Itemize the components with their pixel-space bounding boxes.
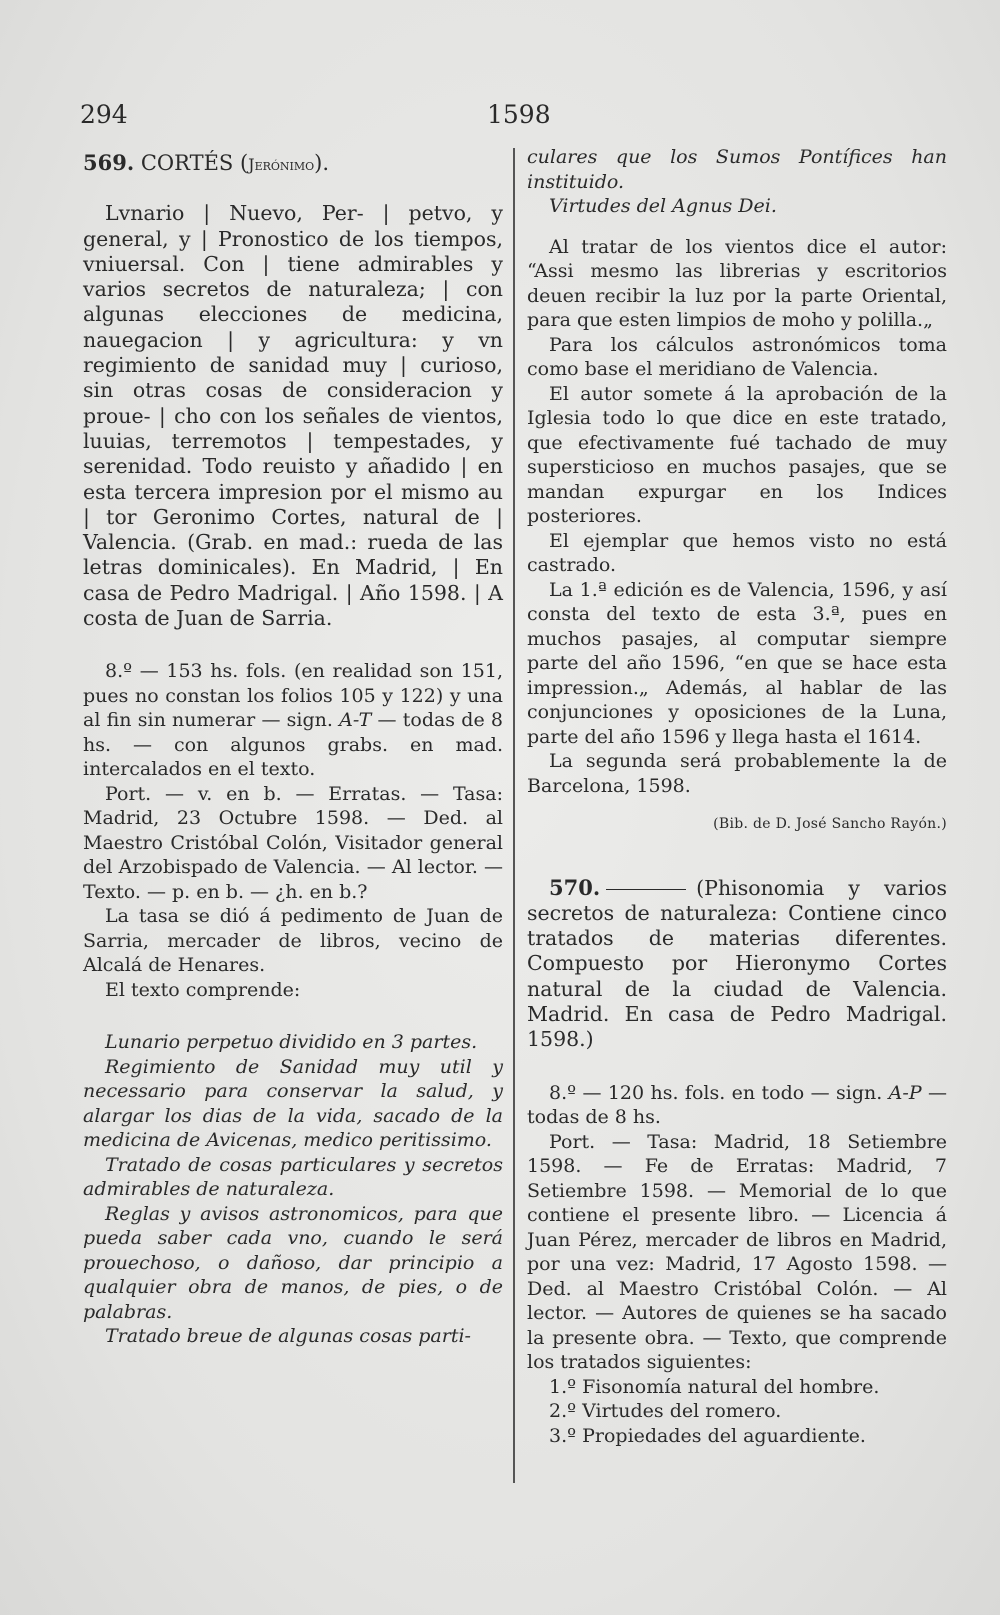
- entry-570-item: 1.º Fisonomía natural del hombre.: [549, 1375, 880, 1398]
- first-edition-paragraph: La 1.ª edición es de Valencia, 1596, y así consta del texto de esta 3.ª, pues en muchos pasajes, al computar siempre parte del año 1596, “en que se hace esta impression.„ Además, al hablar de las conjunciones y oposiciones de la Luna, parte del año 1596 y llega hasta el 1614.: [527, 578, 947, 748]
- entry-569-heading: [83, 150, 503, 177]
- entry-570-physical-description: [527, 1081, 947, 1130]
- entry-570-title: [527, 875, 947, 1053]
- entry-number: 570.: [549, 874, 601, 900]
- treatise-item-continued: culares que los Sumos Pontífices han instituido.: [527, 146, 947, 193]
- desc-text: 8.º — 153 hs. fols. (en realidad son 151, pues no constan los folios 105 y 122) y una al fin sin numerar — sign.: [83, 660, 503, 732]
- entry-author-firstname: Jerónimo: [248, 155, 315, 174]
- entry-569-tasa-note: La tasa se dió á pedimento de Juan de Sarria, mercader de libros, vecino de Alcalá de Henares.: [83, 905, 503, 977]
- entry-569-text-comprises: El texto comprende:: [105, 978, 301, 1001]
- treatise-item: Tratado breue de algunas cosas parti-: [105, 1325, 471, 1348]
- treatise-item: Lunario perpetuo dividido en 3 partes.: [105, 1031, 478, 1054]
- second-edition-paragraph: La segunda será probablemente la de Barcelona, 1598.: [527, 750, 947, 797]
- column-divider: [513, 148, 515, 1483]
- desc-text-end: — todas de 8 hs.: [527, 1081, 948, 1129]
- astronomy-paragraph: Para los cálculos astronómicos toma como base el meridiano de Valencia.: [527, 333, 947, 380]
- copy-note-paragraph: El ejemplar que hemos visto no está castrado.: [527, 529, 947, 576]
- ditto-dash: [606, 889, 686, 890]
- entry-570-contents-list: Port. — Tasa: Madrid, 18 Setiembre 1598. — Fe de Erratas: Madrid, 7 Setiembre 1598. — Memorial de lo que contiene el presente libro. — Licencia á Juan Pérez, mercader de libros en Madrid, por una vez: Madrid, 17 Agosto 1598. — Ded. al Maestro Cristóbal Colón. — Al lector. — Autores de quienes se ha sacado la presente obra. — Texto, que comprende los tratados siguientes:: [527, 1130, 947, 1374]
- church-approval-paragraph: El autor somete á la aprobación de la Iglesia todo lo que dice en este tratado, que efectivamente fué tachado de muy supersticioso en muchos pasajes, que se mandan expurgar en los Indices posteriores.: [527, 382, 947, 527]
- desc-text-end: — todas de 8 hs. — con algunos grabs. en mad. intercalados en el texto.: [83, 709, 503, 781]
- desc-text: 8.º — 120 hs. fols. en todo — sign.: [549, 1081, 883, 1104]
- entry-570-title-text: (Phisonomia y varios secretos de naturaleza: Contiene cinco tratados de materias diferentes. Compuesto por Hieronymo Cortes natural de la ciudad de Valencia. Madrid. En casa de Pedro Madrigal. 1598.): [527, 875, 947, 1052]
- signature-range: A-P: [888, 1081, 922, 1104]
- treatise-item: Virtudes del Agnus Dei.: [549, 195, 777, 217]
- source-citation: (Bib. de D. José Sancho Rayón.): [713, 816, 947, 832]
- left-column: [83, 150, 503, 1349]
- running-year: 1598: [487, 100, 551, 129]
- treatise-item: Tratado de cosas particulares y secretos admirables de naturaleza.: [83, 1153, 503, 1201]
- treatise-item: Regimiento de Sanidad muy util y necessario para conservar la salud, y alargar los dias de la vida, sacado de la medicina de Avicenas, medico peritissimo.: [83, 1055, 503, 1152]
- entry-author: CORTÉS (: [140, 151, 249, 175]
- signature-range: A-T: [339, 709, 372, 732]
- entry-569-physical-description: [83, 659, 503, 782]
- entry-author-close: ).: [314, 151, 330, 175]
- entry-569-title: Lvnario | Nuevo, Per- | petvo, y general, y | Pronostico de los tiempos, vniuersal. Con | tiene admirables y varios secretos de naturaleza; | con algunas elecciones de medicina, nauegacion | y agricultura: y vn regimiento de sanidad muy | curioso, sin otras cosas de consideracion y proue- | cho con los señales de vientos, luuias, terremotos | tempestades, y serenidad. Todo reuisto y añadido | en esta tercera impresion por el mismo au | tor Geronimo Cortes, natural de | Valencia. (Grab. en mad.: rueda de las letras dominicales). En Madrid, | En casa de Pedro Madrigal. | Año 1598. | A costa de Juan de Sarria.: [83, 201, 503, 631]
- entry-570-item: 3.º Propiedades del aguardiente.: [549, 1424, 866, 1447]
- entry-569-treatises: [83, 1030, 503, 1349]
- entry-570-item: 2.º Virtudes del romero.: [549, 1400, 782, 1423]
- right-column: [527, 145, 947, 1448]
- page-number: 294: [80, 100, 128, 129]
- winds-quote-paragraph: Al tratar de los vientos dice el autor: “Assi mesmo las librerias y escritorios deuen recibir la luz por la parte Oriental, para que esten limpios de moho y polilla.„: [527, 235, 947, 331]
- entry-number: 569.: [83, 150, 135, 175]
- entry-569-contents-list: Port. — v. en b. — Erratas. — Tasa: Madrid, 23 Octubre 1598. — Ded. al Maestro Cristóbal Colón, Visitador general del Arzobispado de Valencia. — Al lector. — Texto. — p. en b. — ¿h. en b.?: [83, 782, 503, 903]
- treatise-item: Reglas y avisos astronomicos, para que pueda saber cada vno, cuando le será prouechoso, o dañoso, dar principio a qualquier obra de manos, de pies, o de palabras.: [83, 1202, 503, 1323]
